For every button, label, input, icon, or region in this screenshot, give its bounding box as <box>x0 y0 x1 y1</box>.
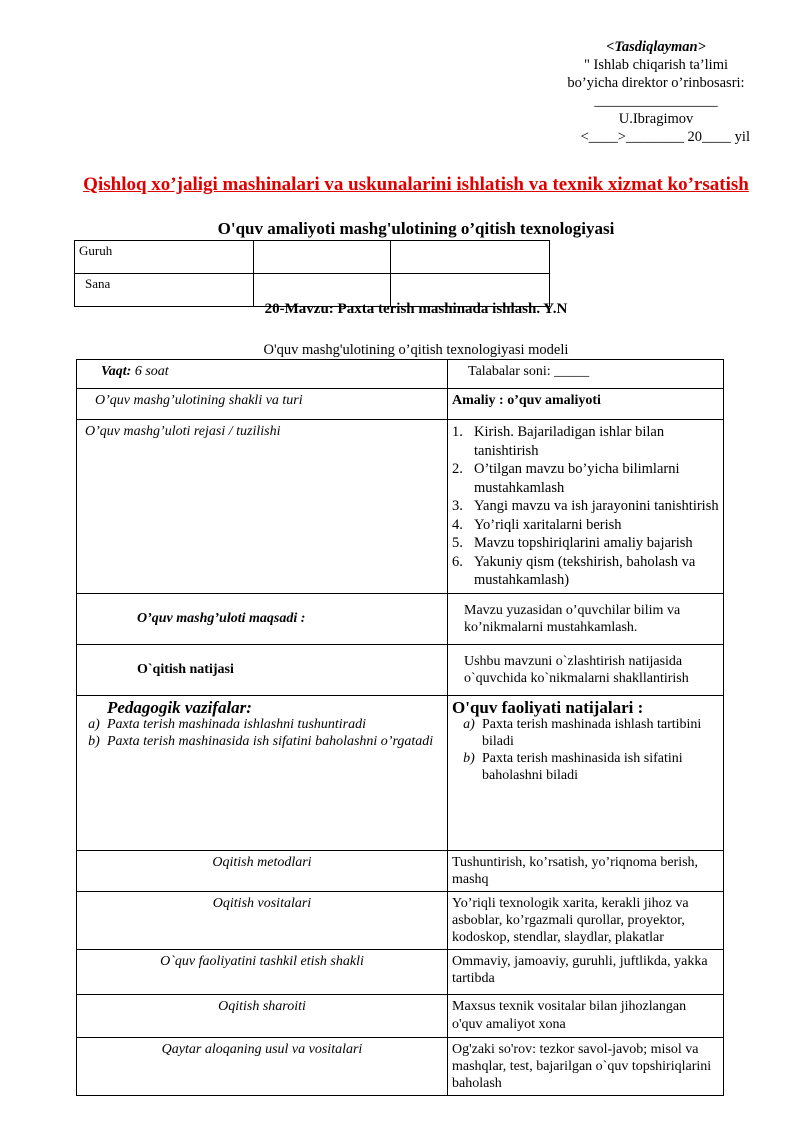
pedagogical-tasks-title: Pedagogik vazifalar: <box>107 697 252 717</box>
methods-label: Oqitish metodlari <box>77 850 448 891</box>
plan-list <box>452 423 719 590</box>
table-row <box>77 850 724 891</box>
plan-label: O’quv mashg’uloti rejasi / tuzilishi <box>77 420 448 594</box>
time-cell <box>77 360 448 389</box>
result-label: O`qitish natijasi <box>77 644 448 695</box>
feedback-label: Qaytar aloqaning usul va vositalari <box>77 1037 448 1095</box>
time-value: 6 soat <box>134 364 169 379</box>
list-item: 2. O’tilgan mavzu bo’yicha bilimlarni mustahkamlash <box>452 461 680 496</box>
approval-date: <____>________ 20____ yil <box>580 129 750 145</box>
table-row <box>77 644 724 695</box>
result-value: Ushbu mavzuni o`zlashtirish natijasida o`quvchida ko`nikmalarni shakllantirish <box>448 644 724 695</box>
date-label: Sana <box>75 274 254 307</box>
group-cell-1 <box>254 241 391 274</box>
approval-block <box>556 38 756 146</box>
list-item: 3. Yangi mavzu va ish jarayonini tanishtirish <box>452 498 719 514</box>
list-item: 6. Yakuniy qism (tekshirish, baholash va mustahkamlash) <box>452 553 696 588</box>
list-item: 5. Mavzu topshiriqlarini amaliy bajarish <box>452 535 693 551</box>
technology-model-table <box>76 359 724 1096</box>
table-row <box>77 420 724 594</box>
document-subtitle: O'quv amaliyoti mashg'ulotining o’qitish texnologiyasi <box>217 219 615 238</box>
learning-outcomes-title: O'quv faoliyati natijalari : <box>452 697 644 717</box>
students-count: Talabalar soni: _____ <box>448 360 724 389</box>
organization-value: Ommaviy, jamoaviy, guruhli, juftlikda, yakka tartibda <box>448 949 724 994</box>
list-item: a) Paxta terish mashinada ishlash tartibini biladi <box>463 716 702 749</box>
table-row <box>77 360 724 389</box>
pedagogical-tasks-cell <box>77 695 448 850</box>
table-row <box>77 389 724 420</box>
form-value: Amaliy : o’quv amaliyoti <box>448 389 724 420</box>
list-item: b) Paxta terish mashinasida ish sifatini baholashni biladi <box>463 750 683 783</box>
list-item: b) Paxta terish mashinasida ish sifatini baholashni o’rgatadi <box>88 733 434 749</box>
table-row <box>77 949 724 994</box>
approver-name: U.Ibragimov <box>618 111 694 127</box>
group-cell-2 <box>391 241 550 274</box>
table-row <box>77 593 724 644</box>
organization-label: O`quv faoliyatini tashkil etish shakli <box>77 949 448 994</box>
list-item: 4. Yo’riqli xaritalarni berish <box>452 516 622 533</box>
table-row <box>77 695 724 850</box>
approval-line-1: " Ishlab chiqarish ta’limi <box>583 57 729 73</box>
signature-line: _________________ <box>594 93 718 109</box>
group-label: Guruh <box>75 241 254 274</box>
tools-label: Oqitish vositalari <box>77 891 448 949</box>
approval-title: <Tasdiqlayman> <box>606 39 706 55</box>
methods-value: Tushuntirish, ko’rsatish, yo’riqnoma berish, mashq <box>448 850 724 891</box>
list-item: 1. Kirish. Bajariladigan ishlar bilan tanishtirish <box>452 424 665 459</box>
feedback-value: Og'zaki so'rov: tezkor savol-javob; misol va mashqlar, test, bajarilgan o`quv topshiriqlarini baholash <box>448 1037 724 1095</box>
list-item: a) Paxta terish mashinada ishlashni tushuntiradi <box>88 716 367 732</box>
document-title: Qishloq xo’jaligi mashinalari va uskunalarini ishlatish va texnik xizmat ko’rsatish <box>83 174 749 195</box>
goal-label: O’quv mashg’uloti maqsadi : <box>77 593 448 644</box>
table-row <box>77 994 724 1037</box>
plan-cell <box>448 420 724 594</box>
approval-line-2: bo’yicha direktor o’rinbosasri: <box>567 75 745 91</box>
model-title: O'quv mashg'ulotining o’qitish texnologiyasi modeli <box>263 342 569 358</box>
tools-value: Yo’riqli texnologik xarita, kerakli jihoz va asboblar, ko’rgazmali qurollar, proyektor, kodoskop, stendlar, slaydlar, plakatlar <box>448 891 724 949</box>
table-row <box>77 891 724 949</box>
goal-value: Mavzu yuzasidan o’quvchilar bilim va ko’nikmalarni mustahkamlash. <box>448 593 724 644</box>
time-label: Vaqt: <box>101 364 132 379</box>
learning-outcomes-cell <box>448 695 724 850</box>
topic-title: 20-Mavzu: Paxta terish mashinada ishlash. Y.N <box>264 301 568 317</box>
conditions-label: Oqitish sharoiti <box>77 994 448 1037</box>
table-row <box>77 1037 724 1095</box>
conditions-value: Maxsus texnik vositalar bilan jihozlangan o'quv amaliyot xona <box>448 994 724 1037</box>
group-date-table <box>74 240 550 307</box>
form-label: O’quv mashg’ulotining shakli va turi <box>77 389 448 420</box>
